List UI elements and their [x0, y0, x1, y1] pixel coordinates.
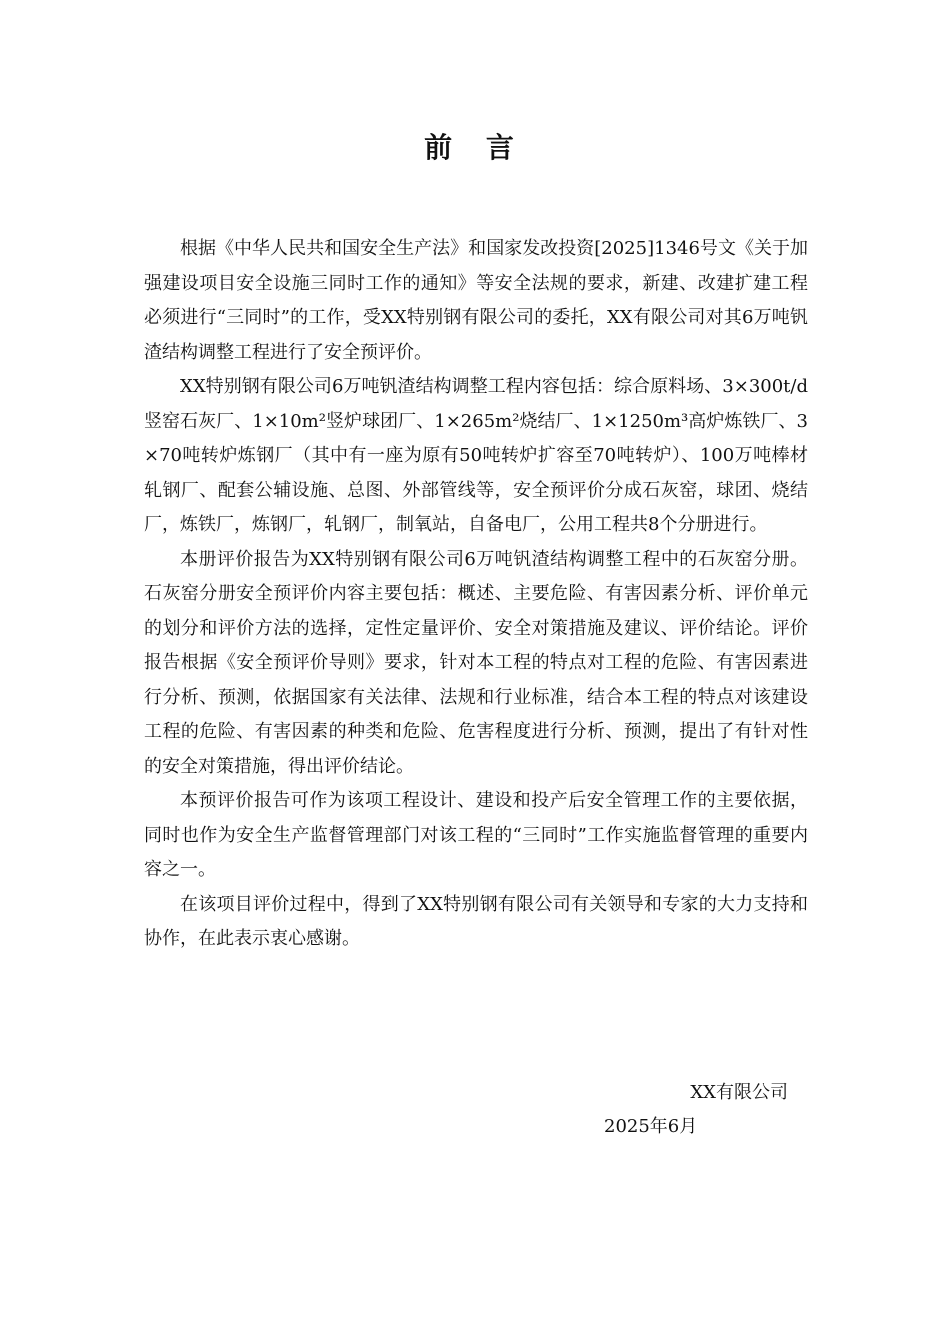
paragraph-acknowledgement: 在该项目评价过程中，得到了XX特别钢有限公司有关领导和专家的大力支持和协作，在此表示衷心感谢。 [144, 893, 808, 949]
paragraph-report-content: 本册评价报告为XX特别钢有限公司6万吨钒渣结构调整工程中的石灰窑分册。石灰窑分册安全预评价内容主要包括：概述、主要危险、有害因素分析、评价单元的划分和评价方法的选择，定性定量评价、安全对策措施及建议、评价结论。评价报告根据《安全预评价导则》要求，针对本工程的特点对工程的危险、有害因素进行分析、预测，依据国家有关法律、法规和行业标准，结合本工程的特点对该建设工程的危险、有害因素的种类和危险、危害程度进行分析、预测，提出了有针对性的安全对策措施，得出评价结论。 [144, 548, 808, 777]
page-title: 前 言 [424, 131, 526, 164]
paragraph-project-scope: XX特别钢有限公司6万吨钒渣结构调整工程内容包括：综合原料场、3×300t/d竖窑石灰厂、1×10m²竖炉球团厂、1×265m²烧结厂、1×1250m³高炉炼铁厂、3×70吨转炉炼钢厂（其中有一座为原有50吨转炉扩容至70吨转炉）、100万吨棒材轧钢厂、配套公辅设施、总图、外部管线等，安全预评价分成石灰窑，球团、烧结厂，炼铁厂，炼钢厂，轧钢厂，制氧站，自备电厂，公用工程共8个分册进行。 [144, 376, 808, 535]
document-body [144, 232, 808, 957]
signature-block [560, 1076, 800, 1144]
signature-company: XX有限公司 [690, 1082, 788, 1103]
paragraph-report-usage: 本预评价报告可作为该项工程设计、建设和投产后安全管理工作的主要依据，同时也作为安全生产监督管理部门对该工程的“三同时”工作实施监督管理的重要内容之一。 [144, 790, 808, 880]
paragraph-intro: 根据《中华人民共和国安全生产法》和国家发改投资[2025]1346号文《关于加强建设项目安全设施三同时工作的通知》等安全法规的要求，新建、改建扩建工程必须进行“三同时”的工作，受XX特别钢有限公司的委托，XX有限公司对其6万吨钒渣结构调整工程进行了安全预评价。 [144, 238, 808, 363]
signature-date: 2025年6月 [604, 1116, 698, 1137]
